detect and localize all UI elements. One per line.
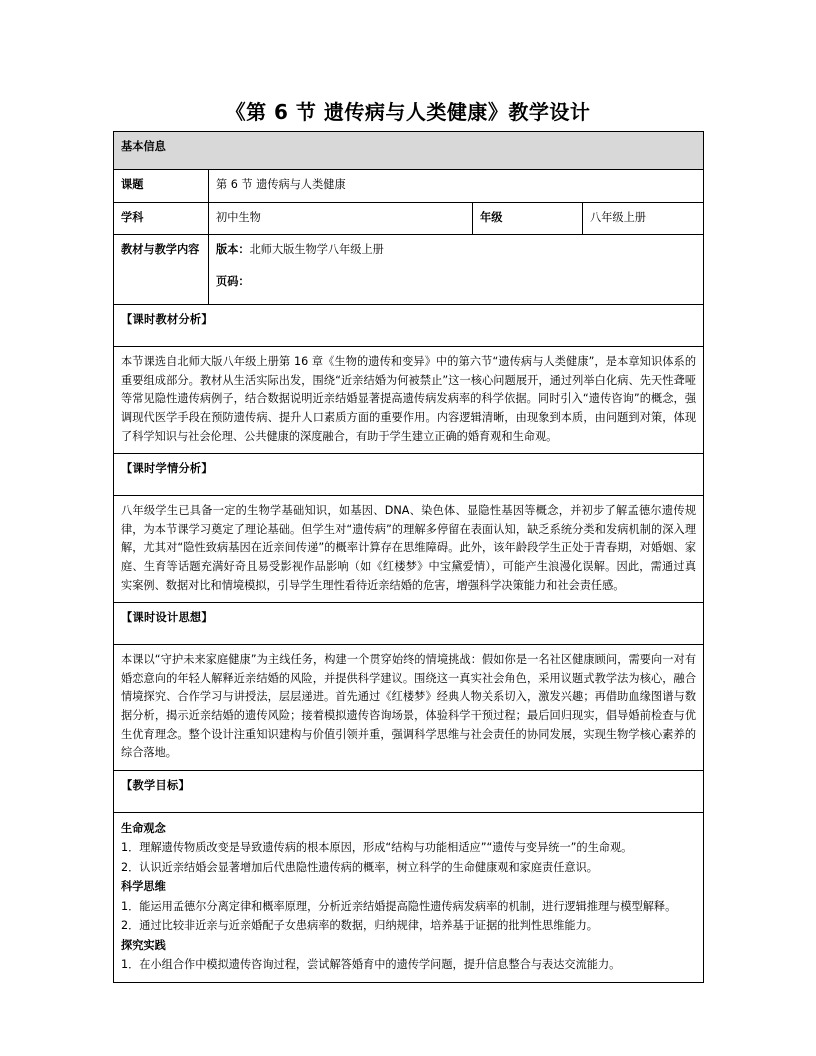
grade-label: 年级: [473, 202, 583, 235]
basic-info-band-label: 基本信息: [114, 132, 704, 170]
section-heading-material-analysis: 【课时教材分析】: [114, 305, 704, 347]
objective-item: 1．能运用孟德尔分离定律和概率原理，分析近亲结婚提高隐性遗传病发病率的机制，进行逻辑推理与模型解释。: [121, 899, 677, 913]
paragraph: 本节课选自北师大版八年级上册第 16 章《生物的遗传和变异》中的第六节“遗传病与人类健康”，是本章知识体系的重要组成部分。教材从生活实际出发，围绕“近亲结婚为何被禁止”这一核心问题展开，通过列举白化病、先天性聋哑等常见隐性遗传病例子，结合数据说明近亲结婚显著提高遗传病发病率的科学依据。同时引入“遗传咨询”的概念，强调现代医学手段在预防遗传病、提升人口素质方面的重要作用。内容逻辑清晰，由现象到本质，由问题到对策，体现了科学知识与社会伦理、公共健康的深度融合，有助于学生建立正确的婚育观和生命观。: [121, 355, 697, 443]
material-version-value: 北师大版生物学八年级上册: [249, 243, 384, 257]
section-heading-design-idea: 【课时设计思想】: [114, 603, 704, 645]
topic-label: 课题: [114, 170, 209, 203]
material-page-line: [216, 273, 696, 292]
table-row-section-heading-design-idea: [114, 603, 704, 645]
table-row-section-heading-student-analysis: [114, 454, 704, 496]
section-body-student-analysis: [114, 496, 704, 603]
material-version-line: [216, 241, 696, 260]
objective-item: 2．认识近亲结婚会显著增加后代患隐性遗传病的概率，树立科学的生命健康观和家庭责任意识。: [121, 860, 598, 874]
objective-item: 2．通过比较非近亲与近亲婚配子女患病率的数据，归纳规律，培养基于证据的批判性思维能力。: [121, 919, 598, 933]
grade-value: 八年级上册: [583, 202, 704, 235]
objective-group-name: 科学思维: [121, 880, 166, 894]
lesson-plan-table: [113, 131, 704, 983]
section-heading-student-analysis: 【课时学情分析】: [114, 454, 704, 496]
subject-value: 初中生物: [209, 202, 473, 235]
table-row-topic: [114, 170, 704, 203]
section-body-material-analysis: [114, 347, 704, 454]
spacer: [216, 260, 696, 273]
material-label: 教材与教学内容: [114, 235, 209, 305]
table-row-section-heading-objectives: [114, 770, 704, 812]
objective-group-name: 探究实践: [121, 938, 166, 952]
table-row-section-body-student-analysis: [114, 496, 704, 603]
topic-value: 第 6 节 遗传病与人类健康: [209, 170, 704, 203]
section-body-design-idea: [114, 645, 704, 771]
table-row-basic-info-band: [114, 132, 704, 170]
material-version-label: 版本：: [216, 243, 250, 257]
material-value-cell: [209, 235, 704, 305]
page-title: 《第 6 节 遗传病与人类健康》教学设计: [225, 100, 591, 124]
table-row-section-body-objectives: [114, 812, 704, 982]
table-row-subject-grade: [114, 202, 704, 235]
subject-label: 学科: [114, 202, 209, 235]
objective-item: 1．在小组合作中模拟遗传咨询过程，尝试解答婚育中的遗传学问题，提升信息整合与表达交流能力。: [121, 958, 621, 972]
paragraph: 本课以“守护未来家庭健康”为主线任务，构建一个贯穿始终的情境挑战：假如你是一名社区健康顾问，需要向一对有婚恋意向的年轻人解释近亲结婚的风险，并提供科学建议。围绕这一真实社会角色，采用议题式教学法为核心，融合情境探究、合作学习与讲授法，层层递进。首先通过《红楼梦》经典人物关系切入，激发兴趣；再借助血缘图谱与数据分析，揭示近亲结婚的遗传风险；接着模拟遗传咨询场景，体验科学干预过程；最后回归现实，倡导婚前检查与优生优育理念。整个设计注重知识建构与价值引领并重，强调科学思维与社会责任的协同发展，实现生物学核心素养的综合落地。: [121, 653, 697, 760]
objective-item: 1．理解遗传物质改变是导致遗传病的根本原因，形成“结构与功能相适应”“遗传与变异统一”的生命观。: [121, 841, 633, 855]
table-row-section-heading-material-analysis: [114, 305, 704, 347]
material-page-label: 页码：: [216, 274, 250, 288]
table-row-section-body-design-idea: [114, 645, 704, 771]
paragraph: 八年级学生已具备一定的生物学基础知识，如基因、DNA、染色体、显隐性基因等概念，并初步了解孟德尔遗传规律，为本节课学习奠定了理论基础。但学生对“遗传病”的理解多停留在表面认知，缺乏系统分类和发病机制的深入理解，尤其对“隐性致病基因在近亲间传递”的概率计算存在思维障碍。此外，该年龄段学生正处于青春期，对婚姻、家庭、生育等话题充满好奇且易受影视作品影响（如《红楼梦》中宝黛爱情），可能产生浪漫化误解。因此，需通过真实案例、数据对比和情境模拟，引导学生理性看待近亲结婚的危害，增强科学决策能力和社会责任感。: [121, 504, 697, 592]
table-row-material: [114, 235, 704, 305]
table-row-section-body-material-analysis: [114, 347, 704, 454]
section-body-objectives: [114, 812, 704, 982]
section-heading-objectives: 【教学目标】: [114, 770, 704, 812]
objective-group-name: 生命观念: [121, 821, 166, 835]
